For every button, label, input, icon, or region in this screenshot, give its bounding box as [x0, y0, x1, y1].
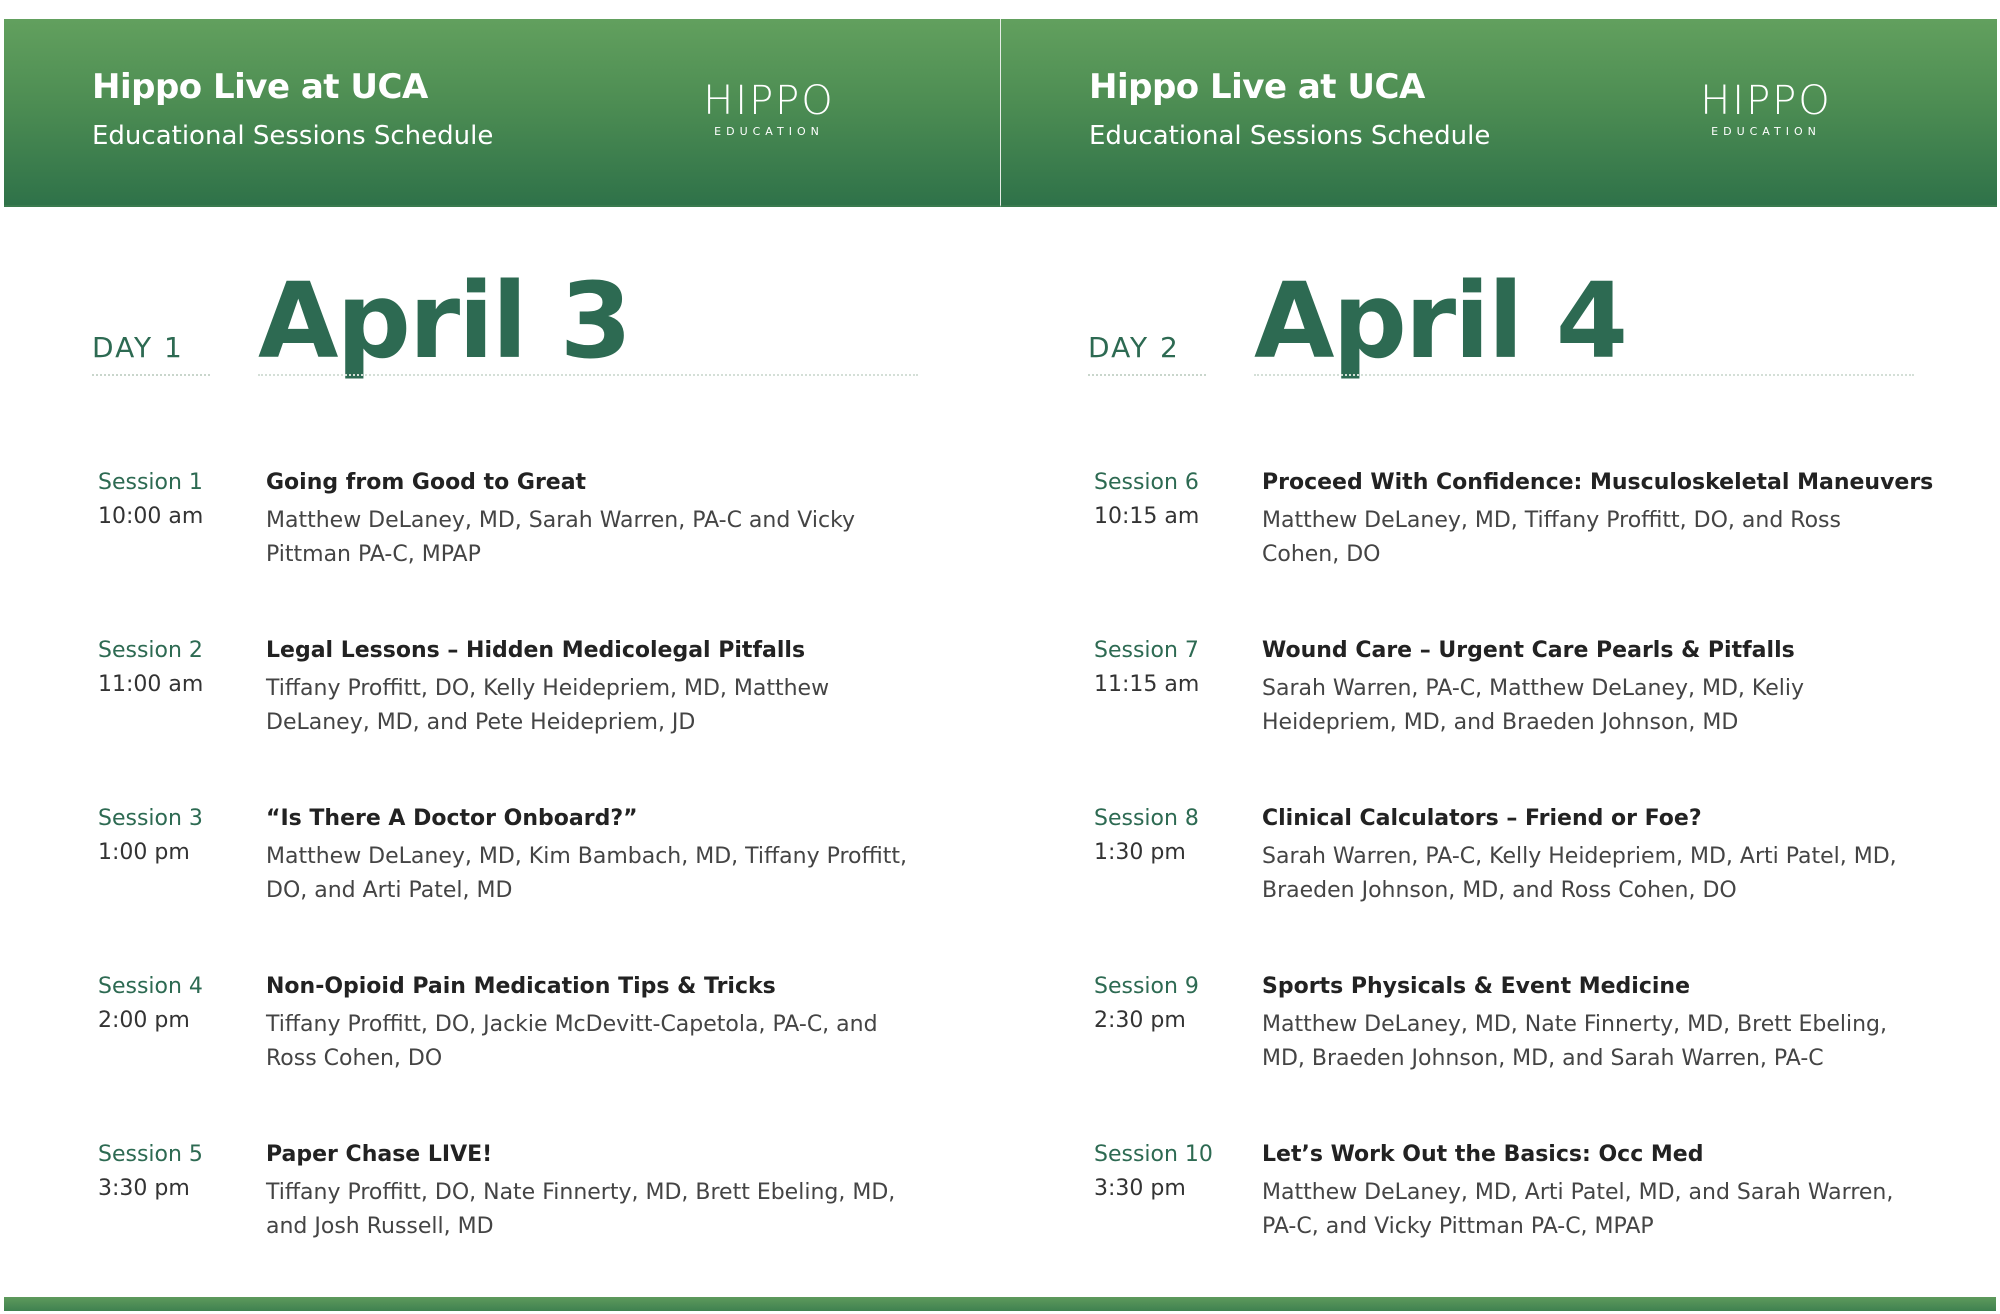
logo-sub-text: EDUCATION — [1711, 125, 1821, 138]
session-title: Sports Physicals & Event Medicine — [1262, 974, 1691, 999]
session-speakers: Tiffany Proffitt, DO, Kelly Heidepriem, MD, Matthew DeLaney, MD, and Pete Heidepriem, JD — [266, 676, 830, 735]
hippo-education-logo — [694, 79, 844, 139]
session-number: Session 6 — [1094, 470, 1199, 495]
session-title: Non-Opioid Pain Medication Tips & Tricks — [266, 974, 776, 999]
session-item — [4, 806, 1000, 936]
session-title: Going from Good to Great — [266, 470, 587, 495]
header-title: Hippo Live at UCA — [1089, 67, 1425, 107]
session-item — [4, 638, 1000, 768]
day-date: April 3 — [258, 260, 631, 382]
session-title: Wound Care – Urgent Care Pearls & Pitfalls — [1262, 638, 1795, 663]
logo-main-text: HIPPO — [1700, 78, 1832, 124]
session-time: 3:30 pm — [1094, 1176, 1186, 1201]
session-speakers: Tiffany Proffitt, DO, Nate Finnerty, MD, Brett Ebeling, MD, and Josh Russell, MD — [266, 1180, 896, 1239]
session-number: Session 3 — [98, 806, 203, 831]
session-number: Session 8 — [1094, 806, 1199, 831]
session-time: 2:00 pm — [98, 1008, 190, 1033]
session-item — [4, 470, 1000, 600]
session-time: 1:30 pm — [1094, 840, 1186, 865]
divider — [258, 374, 918, 376]
session-speakers: Tiffany Proffitt, DO, Jackie McDevitt-Capetola, PA-C, and Ross Cohen, DO — [266, 1012, 878, 1071]
header-banner — [1000, 19, 1997, 207]
session-title: Paper Chase LIVE! — [266, 1142, 493, 1167]
session-time: 11:00 am — [98, 672, 204, 697]
session-item — [1000, 974, 1996, 1104]
session-title: Proceed With Confidence: Musculoskeletal Maneuvers — [1262, 470, 1934, 495]
divider — [1088, 374, 1206, 376]
divider — [1254, 374, 1914, 376]
divider — [92, 374, 210, 376]
session-number: Session 10 — [1094, 1142, 1213, 1167]
session-speakers: Matthew DeLaney, MD, Arti Patel, MD, and Sarah Warren, PA-C, and Vicky Pittman PA-C, MPAP — [1262, 1180, 1894, 1239]
session-item — [1000, 1142, 1996, 1272]
header-banner — [4, 19, 1000, 207]
header-subtitle: Educational Sessions Schedule — [92, 121, 494, 151]
session-title: Legal Lessons – Hidden Medicolegal Pitfalls — [266, 638, 806, 663]
session-number: Session 9 — [1094, 974, 1199, 999]
session-time: 11:15 am — [1094, 672, 1200, 697]
session-number: Session 4 — [98, 974, 203, 999]
header-subtitle: Educational Sessions Schedule — [1089, 121, 1491, 151]
session-title: Clinical Calculators – Friend or Foe? — [1262, 806, 1702, 831]
session-title: Let’s Work Out the Basics: Occ Med — [1262, 1142, 1704, 1167]
hippo-education-logo — [1691, 79, 1841, 139]
session-time: 2:30 pm — [1094, 1008, 1186, 1033]
session-speakers: Matthew DeLaney, MD, Nate Finnerty, MD, Brett Ebeling, MD, Braeden Johnson, MD, and Sarah Warren, PA-C — [1262, 1012, 1888, 1071]
day-label: DAY 1 — [92, 331, 184, 364]
day-1-panel — [4, 19, 1000, 1314]
session-speakers: Matthew DeLaney, MD, Kim Bambach, MD, Tiffany Proffitt, DO, and Arti Patel, MD — [266, 844, 908, 903]
session-time: 10:00 am — [98, 504, 204, 529]
header-title: Hippo Live at UCA — [92, 67, 428, 107]
session-number: Session 1 — [98, 470, 203, 495]
day-date: April 4 — [1254, 260, 1627, 382]
session-time: 1:00 pm — [98, 840, 190, 865]
session-time: 10:15 am — [1094, 504, 1200, 529]
session-speakers: Sarah Warren, PA-C, Kelly Heidepriem, MD, Arti Patel, MD, Braeden Johnson, MD, and Ross Cohen, DO — [1262, 844, 1897, 903]
session-item — [1000, 638, 1996, 768]
session-speakers: Sarah Warren, PA-C, Matthew DeLaney, MD, Keliy Heidepriem, MD, and Braeden Johnson, MD — [1262, 676, 1805, 735]
session-time: 3:30 pm — [98, 1176, 190, 1201]
session-item — [4, 1142, 1000, 1272]
session-speakers: Matthew DeLaney, MD, Tiffany Proffitt, DO, and Ross Cohen, DO — [1262, 508, 1841, 567]
session-title: “Is There A Doctor Onboard?” — [266, 806, 638, 831]
session-number: Session 5 — [98, 1142, 203, 1167]
logo-sub-text: EDUCATION — [714, 125, 824, 138]
session-number: Session 7 — [1094, 638, 1199, 663]
day-label: DAY 2 — [1088, 331, 1180, 364]
session-speakers: Matthew DeLaney, MD, Sarah Warren, PA-C and Vicky Pittman PA-C, MPAP — [266, 508, 856, 567]
day-2-panel — [1000, 19, 1996, 1314]
session-number: Session 2 — [98, 638, 203, 663]
logo-main-text: HIPPO — [703, 78, 835, 124]
session-item — [1000, 806, 1996, 936]
footer-bar — [1000, 1297, 1996, 1311]
session-item — [1000, 470, 1996, 600]
session-item — [4, 974, 1000, 1104]
footer-bar — [4, 1297, 1000, 1311]
